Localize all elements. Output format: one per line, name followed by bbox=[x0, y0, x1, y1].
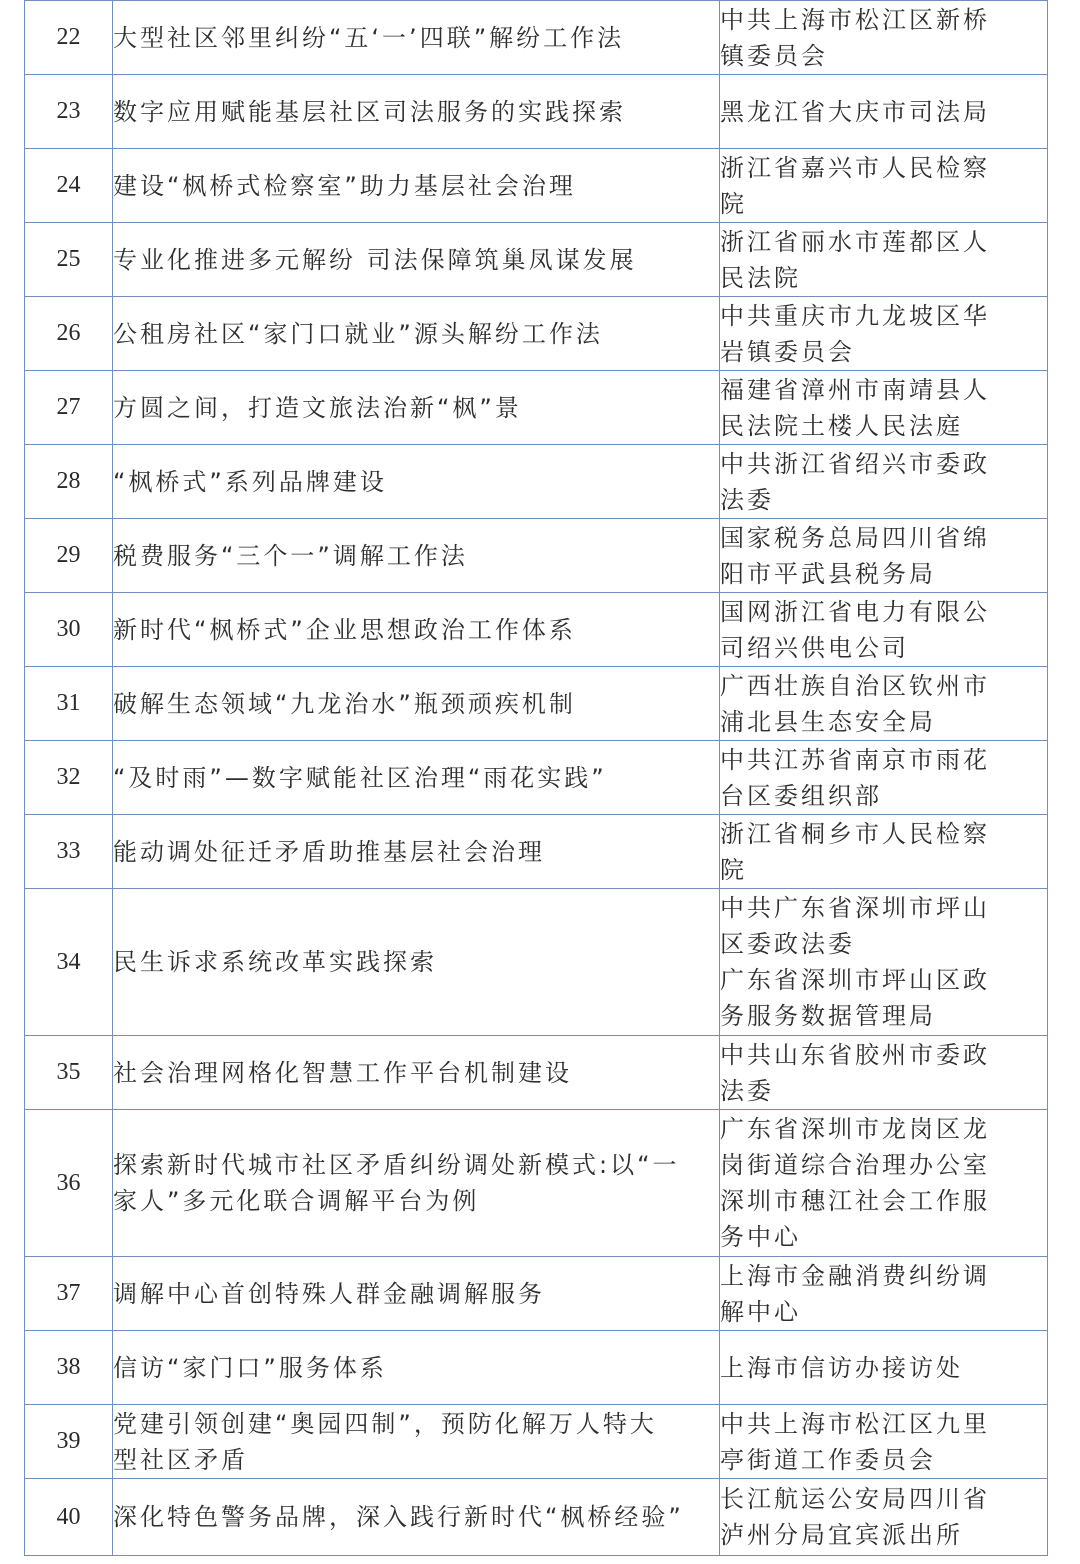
organization-name: 福建省漳州市南靖县人 民法院土楼人民法庭 bbox=[720, 375, 990, 440]
table-row bbox=[25, 1036, 1048, 1110]
row-number: 32 bbox=[25, 741, 113, 815]
table-row bbox=[25, 1479, 1048, 1556]
organization-cell bbox=[720, 1257, 1048, 1331]
case-title: 信访“家门口”服务体系 bbox=[113, 1353, 387, 1382]
organization-name: 长江航运公安局四川省 泸州分局宜宾派出所 bbox=[720, 1485, 990, 1549]
row-number: 22 bbox=[25, 1, 113, 75]
row-number: 30 bbox=[25, 593, 113, 667]
organization-cell bbox=[720, 1479, 1048, 1556]
table-row bbox=[25, 1110, 1048, 1257]
row-number: 26 bbox=[25, 297, 113, 371]
organization-cell bbox=[720, 667, 1048, 741]
case-title: 数字应用赋能基层社区司法服务的实践探索 bbox=[113, 97, 626, 126]
organization-cell bbox=[720, 519, 1048, 593]
case-title-cell bbox=[113, 741, 720, 815]
organization-cell bbox=[720, 1110, 1048, 1257]
case-title-cell bbox=[113, 445, 720, 519]
table-row bbox=[25, 1331, 1048, 1405]
organization-cell bbox=[720, 223, 1048, 297]
organization-cell bbox=[720, 297, 1048, 371]
organization-cell bbox=[720, 593, 1048, 667]
table-row bbox=[25, 741, 1048, 815]
case-title: 破解生态领域“九龙治水”瓶颈顽疾机制 bbox=[113, 689, 576, 718]
row-number: 24 bbox=[25, 149, 113, 223]
case-title-cell bbox=[113, 1110, 720, 1257]
case-title: 方圆之间，打造文旅法治新“枫”景 bbox=[113, 393, 522, 422]
case-title: 建设“枫桥式检察室”助力基层社会治理 bbox=[113, 171, 576, 200]
case-title-cell bbox=[113, 149, 720, 223]
case-title-cell bbox=[113, 667, 720, 741]
case-title-cell bbox=[113, 371, 720, 445]
table-row bbox=[25, 1257, 1048, 1331]
row-number: 37 bbox=[25, 1257, 113, 1331]
case-title: 党建引领创建“奥园四制”，预防化解万人特大 型社区矛盾 bbox=[113, 1409, 657, 1474]
table-row bbox=[25, 667, 1048, 741]
case-title-cell bbox=[113, 297, 720, 371]
organization-cell bbox=[720, 1036, 1048, 1110]
case-title: 税费服务“三个一”调解工作法 bbox=[113, 541, 468, 570]
case-title: 调解中心首创特殊人群金融调解服务 bbox=[113, 1279, 545, 1308]
case-title-cell bbox=[113, 75, 720, 149]
case-title: 公租房社区“家门口就业”源头解纷工作法 bbox=[113, 319, 603, 348]
row-number: 34 bbox=[25, 889, 113, 1036]
row-number: 25 bbox=[25, 223, 113, 297]
case-title-cell bbox=[113, 223, 720, 297]
organization-name: 国网浙江省电力有限公 司绍兴供电公司 bbox=[720, 597, 990, 662]
organization-name: 中共浙江省绍兴市委政 法委 bbox=[720, 449, 990, 514]
organization-cell bbox=[720, 149, 1048, 223]
case-title-cell bbox=[113, 1, 720, 75]
case-title: 社会治理网格化智慧工作平台机制建设 bbox=[113, 1058, 572, 1087]
row-number: 27 bbox=[25, 371, 113, 445]
table-row bbox=[25, 1, 1048, 75]
organization-cell bbox=[720, 1405, 1048, 1479]
case-title-cell bbox=[113, 1036, 720, 1110]
table-row bbox=[25, 223, 1048, 297]
case-title: 能动调处征迁矛盾助推基层社会治理 bbox=[113, 837, 545, 866]
organization-name: 浙江省桐乡市人民检察 院 bbox=[720, 819, 990, 884]
organization-name: 国家税务总局四川省绵 阳市平武县税务局 bbox=[720, 523, 990, 588]
organization-name: 浙江省嘉兴市人民检察 院 bbox=[720, 153, 990, 218]
case-title: 探索新时代城市社区矛盾纠纷调处新模式:以“一 家人”多元化联合调解平台为例 bbox=[113, 1151, 680, 1215]
case-list-table bbox=[24, 0, 1048, 1556]
organization-name: 黑龙江省大庆市司法局 bbox=[720, 97, 990, 126]
case-title-cell bbox=[113, 1331, 720, 1405]
table-row bbox=[25, 593, 1048, 667]
organization-name: 上海市信访办接访处 bbox=[720, 1353, 963, 1382]
row-number: 23 bbox=[25, 75, 113, 149]
organization-name: 中共重庆市九龙坡区华 岩镇委员会 bbox=[720, 301, 990, 366]
organization-cell bbox=[720, 445, 1048, 519]
case-title-cell bbox=[113, 815, 720, 889]
table-row bbox=[25, 297, 1048, 371]
organization-name: 浙江省丽水市莲都区人 民法院 bbox=[720, 227, 990, 292]
table-row bbox=[25, 149, 1048, 223]
row-number: 33 bbox=[25, 815, 113, 889]
case-title: 专业化推进多元解纷 司法保障筑巢凤谋发展 bbox=[113, 245, 637, 274]
table-row bbox=[25, 371, 1048, 445]
case-title-cell bbox=[113, 1257, 720, 1331]
row-number: 39 bbox=[25, 1405, 113, 1479]
row-number: 29 bbox=[25, 519, 113, 593]
case-title-cell bbox=[113, 1405, 720, 1479]
case-title: “枫桥式”系列品牌建设 bbox=[113, 467, 387, 496]
organization-cell bbox=[720, 889, 1048, 1036]
organization-name: 中共广东省深圳市坪山 区委政法委 广东省深圳市坪山区政 务服务数据管理局 bbox=[720, 894, 990, 1030]
organization-cell bbox=[720, 1331, 1048, 1405]
case-title: 新时代“枫桥式”企业思想政治工作体系 bbox=[113, 615, 576, 644]
case-title-cell bbox=[113, 593, 720, 667]
case-title: 深化特色警务品牌，深入践行新时代“枫桥经验” bbox=[113, 1503, 684, 1531]
row-number: 38 bbox=[25, 1331, 113, 1405]
case-title-cell bbox=[113, 1479, 720, 1556]
case-title: 民生诉求系统改革实践探索 bbox=[113, 948, 437, 976]
row-number: 28 bbox=[25, 445, 113, 519]
row-number: 40 bbox=[25, 1479, 113, 1556]
table-row bbox=[25, 889, 1048, 1036]
organization-cell bbox=[720, 815, 1048, 889]
table-row bbox=[25, 519, 1048, 593]
case-title-cell bbox=[113, 519, 720, 593]
table-row bbox=[25, 1405, 1048, 1479]
case-title-cell bbox=[113, 889, 720, 1036]
table-row bbox=[25, 75, 1048, 149]
case-title: “及时雨”—数字赋能社区治理“雨花实践” bbox=[113, 763, 607, 792]
table-row bbox=[25, 445, 1048, 519]
organization-name: 中共江苏省南京市雨花 台区委组织部 bbox=[720, 745, 990, 810]
case-title: 大型社区邻里纠纷“五‘一’四联”解纷工作法 bbox=[113, 23, 625, 52]
organization-name: 上海市金融消费纠纷调 解中心 bbox=[720, 1261, 990, 1326]
row-number: 36 bbox=[25, 1110, 113, 1257]
organization-name: 中共山东省胶州市委政 法委 bbox=[720, 1040, 990, 1105]
row-number: 31 bbox=[25, 667, 113, 741]
organization-name: 中共上海市松江区九里 亭街道工作委员会 bbox=[720, 1409, 990, 1474]
organization-name: 广东省深圳市龙岗区龙 岗街道综合治理办公室 深圳市穗江社会工作服 务中心 bbox=[720, 1115, 990, 1251]
organization-cell bbox=[720, 741, 1048, 815]
organization-cell bbox=[720, 371, 1048, 445]
organization-name: 中共上海市松江区新桥 镇委员会 bbox=[720, 5, 990, 70]
table-row bbox=[25, 815, 1048, 889]
organization-cell bbox=[720, 1, 1048, 75]
organization-name: 广西壮族自治区钦州市 浦北县生态安全局 bbox=[720, 671, 990, 736]
row-number: 35 bbox=[25, 1036, 113, 1110]
organization-cell bbox=[720, 75, 1048, 149]
